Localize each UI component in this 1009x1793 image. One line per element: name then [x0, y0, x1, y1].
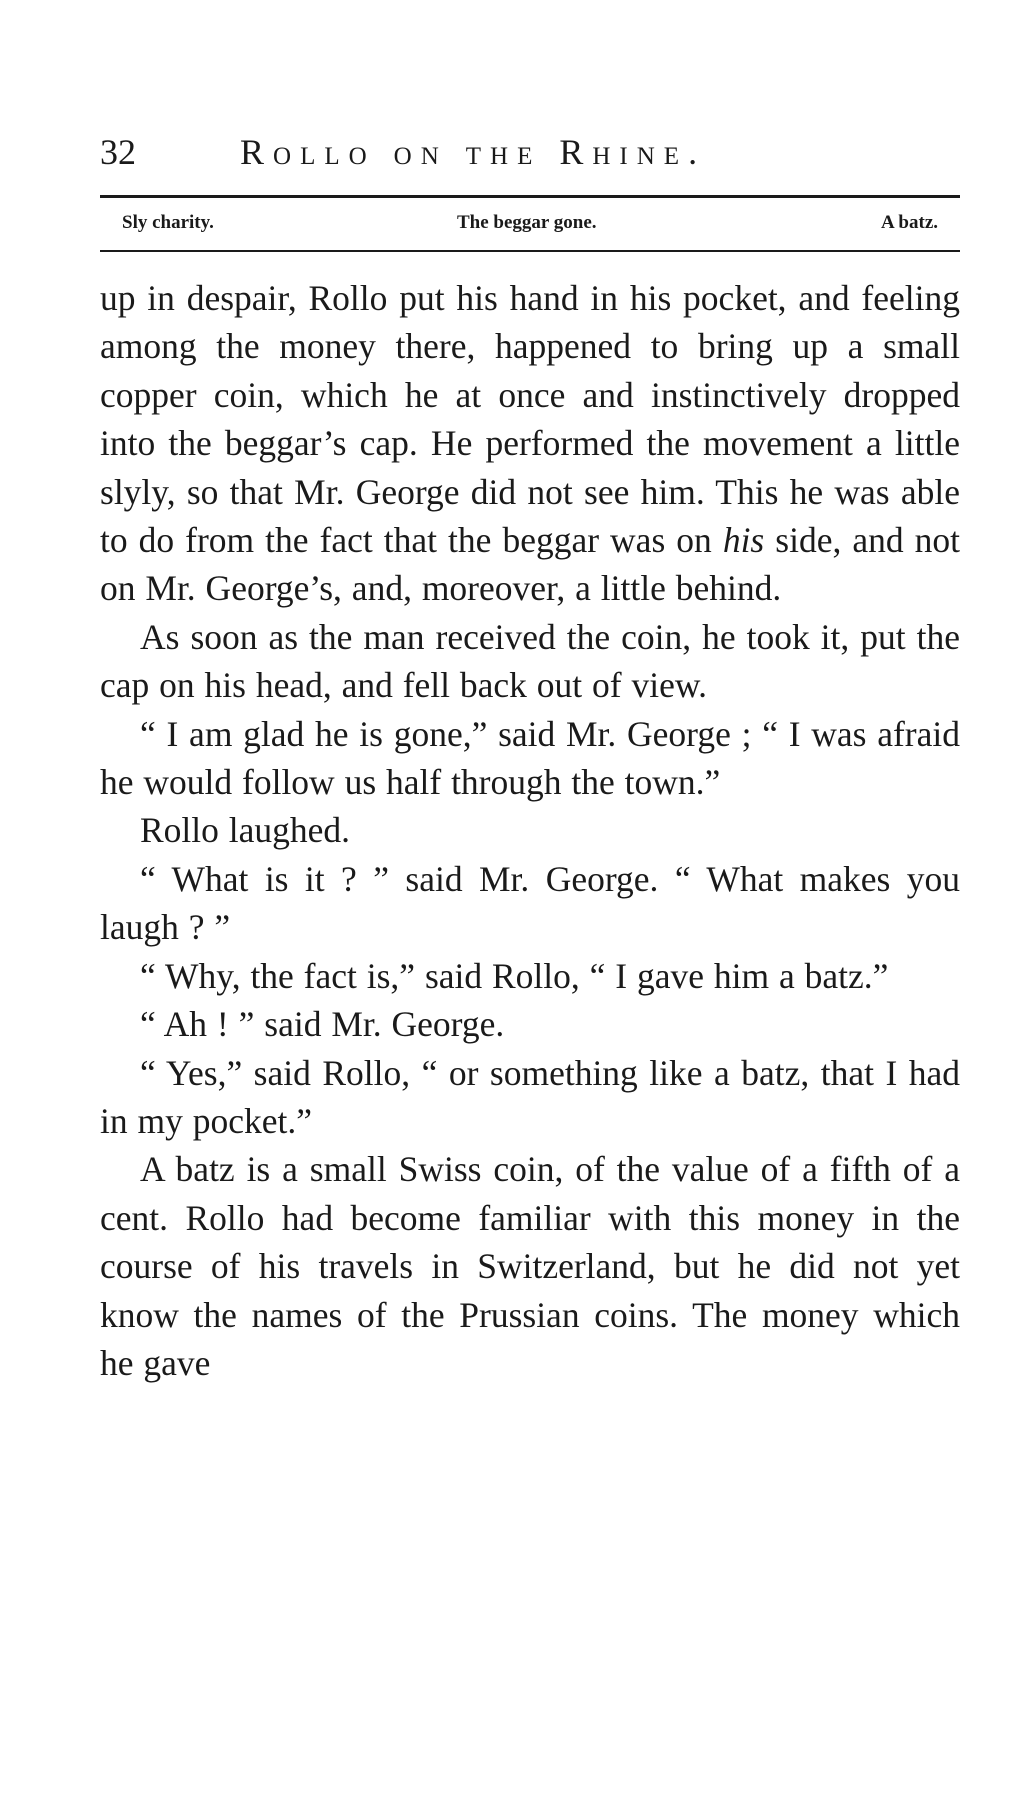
header-rule-bottom: [100, 250, 960, 252]
paragraph-text: side, and not on Mr. George’s, and, moreover, a little behind.: [100, 520, 960, 609]
page-number: 32: [100, 132, 136, 172]
paragraph: A batz is a small Swiss coin, of the value of a fifth of a cent. Rollo had become familiar with this money in the course of his travels in Switzerland, but he did not yet know the names of the Prussian coins. The money which he gave: [100, 1149, 960, 1383]
paragraph: “ Yes,” said Rollo, “ or something like a batz, that I had in my pocket.”: [100, 1052, 960, 1141]
book-title: Rollo on the Rhine.: [240, 132, 707, 172]
emphasized-word: his: [722, 520, 765, 561]
paragraph: “ Why, the fact is,” said Rollo, “ I gave him a batz.”: [140, 955, 889, 996]
paragraph: Rollo laughed.: [140, 810, 351, 851]
paragraph: As soon as the man received the coin, he took it, put the cap on his head, and fell back out of view.: [100, 616, 960, 706]
body-text: [100, 274, 960, 1387]
topic-beggar-gone: The beggar gone.: [457, 212, 597, 233]
paragraph-text: up in despair, Rollo put his hand in his pocket, and feeling among the money there, happened to bring up a small copper coin, which he at once and instinctively dropped into the beggar’s cap. He performed the movement a little slyly, so that Mr. George did not see him. This he was able to do from the fact that the beggar was on: [100, 278, 960, 561]
running-head: [100, 132, 960, 172]
topic-headings: [100, 205, 960, 241]
paragraph-continued: [100, 274, 960, 613]
topic-batz: A batz.: [881, 212, 938, 233]
paragraph: “ Ah ! ” said Mr. George.: [140, 1004, 505, 1045]
header-rule-top: [100, 195, 960, 198]
paragraph: “ What is it ? ” said Mr. George. “ What makes you laugh ? ”: [100, 858, 960, 948]
paragraph: “ I am glad he is gone,” said Mr. George ; “ I was afraid he would follow us half through the town.”: [100, 713, 960, 803]
topic-sly-charity: Sly charity.: [122, 212, 214, 233]
